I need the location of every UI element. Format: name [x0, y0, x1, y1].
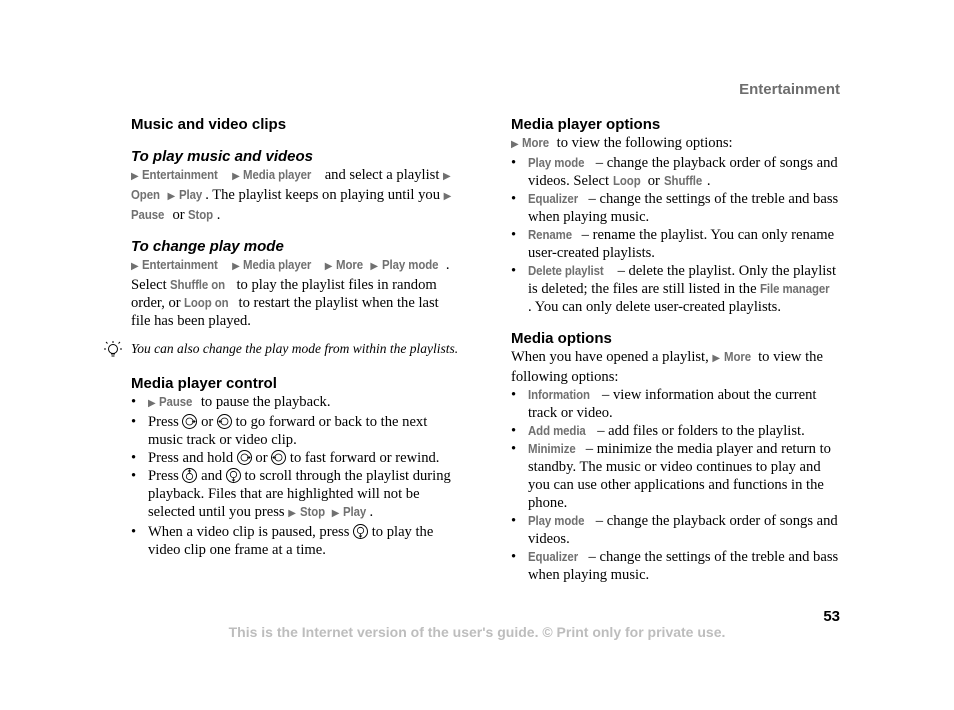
list-item: • Information – view information about the current track or video.	[511, 386, 841, 422]
arrow-icon: ▶	[131, 171, 139, 182]
menu-open: Open	[131, 187, 160, 202]
list-item: • When a video clip is paused, press to play the video clip one frame at a time.	[131, 523, 461, 559]
menu-shuffle: Shuffle	[663, 173, 702, 188]
menu-more: More	[723, 349, 751, 364]
arrow-icon: ▶	[443, 191, 452, 202]
menu-shuffle-on: Shuffle on	[170, 277, 226, 292]
list-item: • Add media – add files or folders to the playlist.	[511, 422, 841, 440]
navkey-right-icon	[182, 414, 197, 429]
navkey-left-icon	[217, 414, 232, 429]
music-video-heading: Music and video clips	[131, 116, 287, 133]
player-control-heading: Media player control	[131, 375, 277, 392]
menu-media-player: Media player	[243, 257, 312, 272]
player-options-heading: Media player options	[511, 116, 661, 133]
media-options-heading: Media options	[511, 330, 612, 347]
list-item: • Play mode – change the playback order of songs and videos. Select Loop or Shuffle .	[511, 154, 841, 190]
tip-note	[131, 340, 461, 357]
menu-equalizer: Equalizer	[528, 549, 579, 564]
arrow-icon: ▶	[712, 353, 721, 364]
list-item: • Rename – rename the playlist. You can only rename user-created playlists.	[511, 226, 841, 262]
change-mode-steps: ▶ Entertainment ▶ Media player ▶ More ▶ Play mode . Select Shuffle on to play the playlist files in random order, or Loop on to restart the playlist when the last file has been played.	[131, 257, 450, 329]
menu-play-mode: Play mode	[528, 513, 585, 528]
list-item: • Equalizer – change the settings of the treble and bass when playing music.	[511, 548, 841, 584]
menu-play-mode: Play mode	[381, 257, 439, 272]
tip-text: You can also change the play mode from within the playlists.	[131, 341, 459, 356]
page-header-section: Entertainment	[739, 81, 840, 98]
menu-more: More	[522, 135, 550, 150]
menu-information: Information	[528, 387, 590, 402]
navkey-down-icon	[353, 524, 368, 539]
arrow-icon: ▶	[443, 171, 451, 182]
menu-play: Play	[343, 504, 367, 519]
arrow-icon: ▶	[232, 171, 240, 182]
menu-add-media: Add media	[528, 423, 586, 438]
list-item: • Delete playlist – delete the playlist. Only the playlist is deleted; the files are still listed in the File manager. You can only delete user-created playlists.	[511, 262, 841, 316]
footer-notice: This is the Internet version of the user's guide. © Print only for private use.	[228, 624, 726, 640]
navkey-right-icon	[237, 450, 252, 465]
menu-entertainment: Entertainment	[142, 167, 219, 182]
menu-stop: Stop	[299, 504, 325, 519]
list-item: • Press and to scroll through the playlist during playback. Files that are highlighted will not be selected until you press ▶ Stop ▶ Play .	[131, 467, 461, 523]
play-music-heading: To play music and videos	[131, 148, 313, 165]
list-item: • Equalizer – change the settings of the treble and bass when playing music.	[511, 190, 841, 226]
list-item: • Minimize – minimize the media player and return to standby. The music or video continues to play and you can use other applications and functions in the phone.	[511, 440, 841, 512]
player-control-list	[131, 393, 461, 559]
lightbulb-icon	[103, 340, 123, 360]
list-item: • Play mode – change the playback order of songs and videos.	[511, 512, 841, 548]
arrow-icon: ▶	[511, 139, 519, 150]
arrow-icon: ▶	[288, 508, 296, 519]
menu-loop-on: Loop on	[184, 295, 229, 310]
list-item: • ▶ Pause to pause the playback.	[131, 393, 461, 413]
menu-file-manager: File manager	[760, 281, 830, 296]
arrow-icon: ▶	[324, 261, 333, 272]
media-options-list	[511, 386, 841, 584]
menu-play-mode: Play mode	[528, 155, 585, 170]
arrow-icon: ▶	[131, 261, 139, 272]
menu-media-player: Media player	[243, 167, 312, 182]
navkey-down-icon	[226, 468, 241, 483]
menu-more: More	[336, 257, 364, 272]
right-column	[511, 116, 841, 584]
menu-equalizer: Equalizer	[528, 191, 579, 206]
menu-pause: Pause	[159, 394, 193, 409]
arrow-icon: ▶	[370, 261, 379, 272]
menu-play: Play	[178, 187, 203, 202]
menu-pause: Pause	[131, 207, 165, 222]
navkey-left-icon	[271, 450, 286, 465]
page-number: 53	[823, 608, 840, 625]
list-item: • Press and hold or to fast forward or rewind.	[131, 449, 461, 467]
player-options-list	[511, 154, 841, 316]
left-column	[131, 116, 461, 559]
menu-minimize: Minimize	[528, 441, 576, 456]
menu-delete-playlist: Delete playlist	[528, 263, 604, 278]
player-options-intro: ▶ More to view the following options:	[511, 135, 733, 151]
arrow-icon: ▶	[232, 261, 240, 272]
arrow-icon: ▶	[167, 191, 176, 202]
navkey-up-icon	[182, 468, 197, 483]
play-music-steps: ▶ Entertainment ▶ Media player and select a playlist ▶ Open ▶ Play . The playlist keeps on playing until you ▶ Pause or Stop .	[131, 167, 452, 223]
media-options-intro: When you have opened a playlist, ▶ More to view the following options:	[511, 349, 823, 385]
menu-stop: Stop	[188, 207, 214, 222]
arrow-icon: ▶	[148, 398, 156, 409]
change-mode-heading: To change play mode	[131, 238, 284, 255]
menu-loop: Loop	[612, 173, 641, 188]
arrow-icon: ▶	[331, 508, 340, 519]
menu-entertainment: Entertainment	[142, 257, 219, 272]
list-item: • Press or to go forward or back to the next music track or video clip.	[131, 413, 461, 449]
menu-rename: Rename	[528, 227, 572, 242]
